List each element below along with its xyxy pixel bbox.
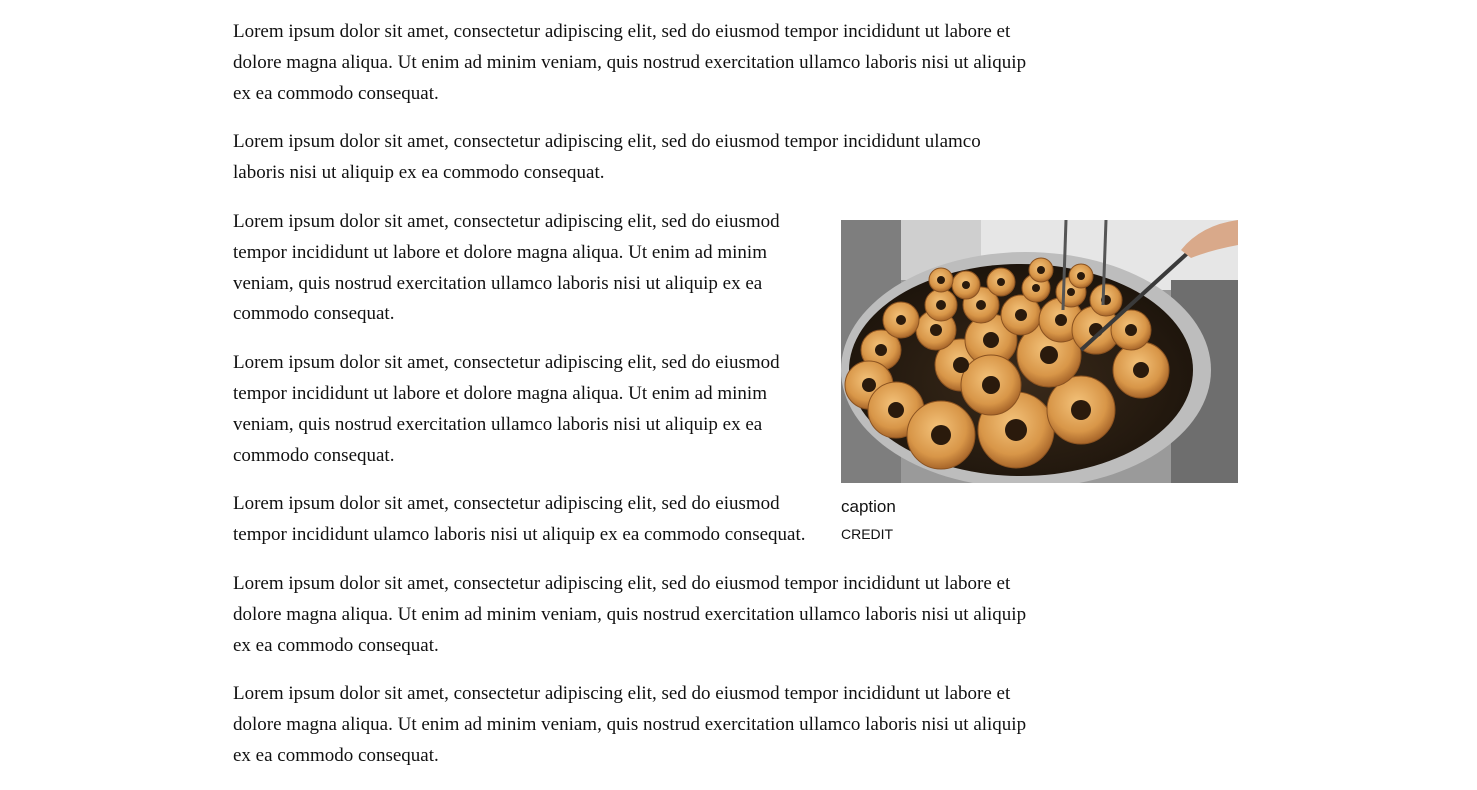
figure-caption: caption <box>841 496 896 516</box>
paragraph: Lorem ipsum dolor sit amet, consectetur adipiscing elit, sed do eiusmod tempor incididunt ut labore et dolore magna aliqua. Ut enim ad minim veniam, quis nostrud exercitation ullamco laboris nisi ut aliquip ex ea commodo consequat. <box>233 352 780 466</box>
paragraph: Lorem ipsum dolor sit amet, consectetur adipiscing elit, sed do eiusmod tempor incididunt ut labore et dolore magna aliqua. Ut enim ad minim veniam, quis nostrud exercitation ullamco laboris nisi ut aliquip ex ea commodo consequat. <box>233 210 780 325</box>
article-body <box>233 17 1033 790</box>
paragraph: Lorem ipsum dolor sit amet, consectetur adipiscing elit, sed do eiusmod tempor incididunt ulamco laboris nisi ut aliquip ex ea commodo consequat. <box>233 131 981 184</box>
paragraph: Lorem ipsum dolor sit amet, consectetur adipiscing elit, sed do eiusmod tempor incididunt ut labore et dolore magna aliqua. Ut enim ad minim veniam, quis nostrud exercitation ullamco laboris nisi ut aliquip ex ea commodo consequat. <box>233 683 1027 766</box>
donuts-frying-photo <box>841 220 1238 483</box>
paragraph: Lorem ipsum dolor sit amet, consectetur adipiscing elit, sed do eiusmod tempor incididunt ulamco laboris nisi ut aliquip ex ea commodo consequat. <box>233 493 806 546</box>
article-figure <box>841 220 1238 542</box>
paragraph: Lorem ipsum dolor sit amet, consectetur adipiscing elit, sed do eiusmod tempor incididunt ut labore et dolore magna aliqua. Ut enim ad minim veniam, quis nostrud exercitation ullamco laboris nisi ut aliquip ex ea commodo consequat. <box>233 21 1027 104</box>
figure-credit: CREDIT <box>841 525 894 542</box>
paragraph: Lorem ipsum dolor sit amet, consectetur adipiscing elit, sed do eiusmod tempor incididunt ut labore et dolore magna aliqua. Ut enim ad minim veniam, quis nostrud exercitation ullamco laboris nisi ut aliquip ex ea commodo consequat. <box>233 572 1027 656</box>
